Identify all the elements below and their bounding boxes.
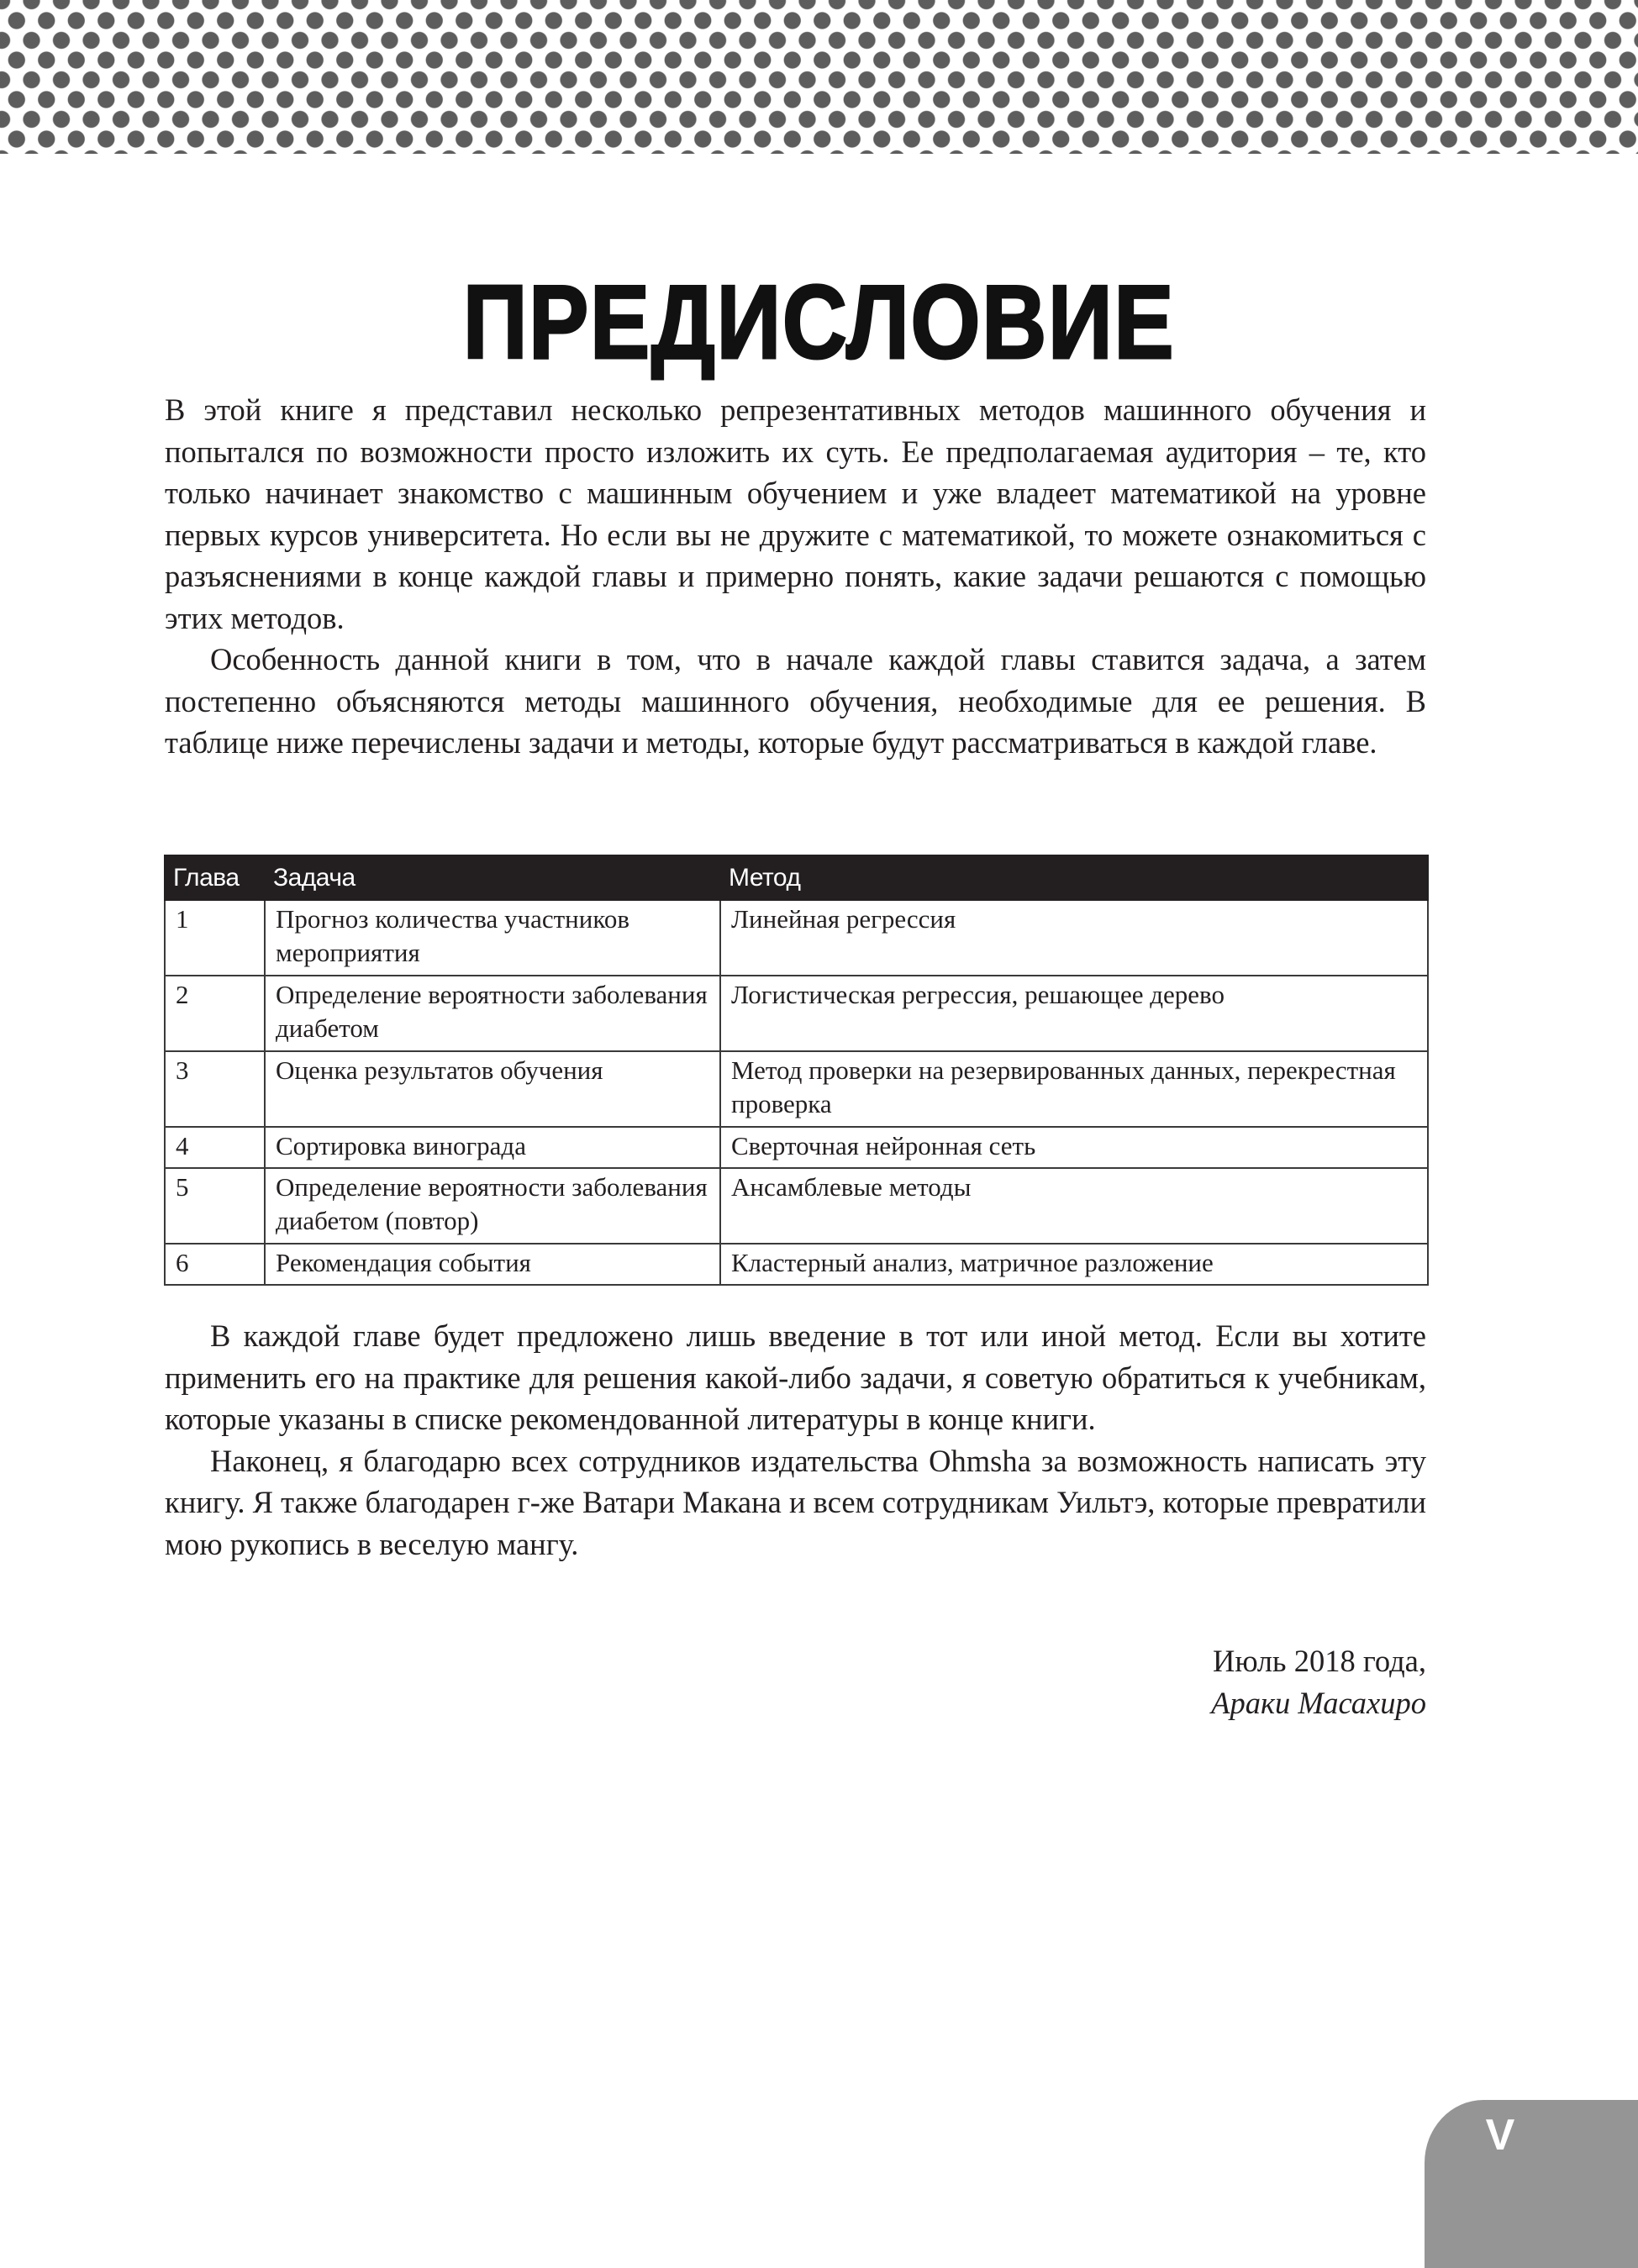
cell-chapter: 6	[165, 1244, 265, 1285]
cell-method: Логистическая регрессия, решающее дерево	[720, 976, 1428, 1051]
cell-method: Кластерный анализ, матричное разложение	[720, 1244, 1428, 1285]
cell-chapter: 4	[165, 1127, 265, 1168]
cell-task: Сортировка винограда	[265, 1127, 720, 1168]
signature-author: Араки Масахиро	[1211, 1685, 1426, 1720]
page-title: ПРЕДИСЛОВИЕ	[462, 265, 1176, 382]
page-number: V	[1485, 2111, 1515, 2160]
table-row	[165, 1127, 1428, 1168]
closing-paragraphs	[165, 1315, 1426, 1565]
cell-task: Прогноз количества участников мероприятия	[265, 900, 720, 976]
signature-date: Июль 2018 года,	[1213, 1644, 1426, 1678]
intro-paragraph-1: В этой книге я представил несколько репрезентативных методов машинного обучения и попытался по возможности просто изложить их суть. Ее предполагаемая аудитория – те, кто только начинает знакомство с машинным обучением и уже владеет математикой на уровне первых курсов университета. Но если вы не дружите с математикой, то можете ознакомиться с разъяснениями в конце каждой главы и примерно понять, какие задачи решаются с помощью этих методов.	[165, 392, 1426, 635]
cell-task: Оценка результатов обучения	[265, 1051, 720, 1127]
dot-band-edge	[0, 154, 1638, 160]
cell-method: Метод проверки на резервированных данных, перекрестная проверка	[720, 1051, 1428, 1127]
table-row	[165, 1051, 1428, 1127]
chapters-table	[164, 855, 1429, 1286]
cell-chapter: 2	[165, 976, 265, 1051]
table-row	[165, 976, 1428, 1051]
halftone-dot-band	[0, 0, 1638, 154]
column-header-chapter: Глава	[165, 855, 265, 900]
page-number-tab	[1425, 2100, 1638, 2268]
column-header-method: Метод	[720, 855, 1428, 900]
table-row	[165, 900, 1428, 976]
cell-chapter: 3	[165, 1051, 265, 1127]
signature	[1211, 1640, 1426, 1723]
cell-task: Рекомендация события	[265, 1244, 720, 1285]
cell-chapter: 5	[165, 1168, 265, 1244]
table-header-row	[165, 855, 1428, 900]
cell-chapter: 1	[165, 900, 265, 976]
cell-task: Определение вероятности заболевания диабетом	[265, 976, 720, 1051]
cell-method: Линейная регрессия	[720, 900, 1428, 976]
cell-task: Определение вероятности заболевания диабетом (повтор)	[265, 1168, 720, 1244]
closing-paragraph-1: В каждой главе будет предложено лишь введение в тот или иной метод. Если вы хотите применить его на практике для решения какой-либо задачи, я советую обратиться к учебникам, которые указаны в списке рекомендованной литературы в конце книги.	[165, 1318, 1426, 1436]
table-row	[165, 1168, 1428, 1244]
cell-method: Сверточная нейронная сеть	[720, 1127, 1428, 1168]
intro-paragraph-2: Особенность данной книги в том, что в начале каждой главы ставится задача, а затем постепенно объясняются методы машинного обучения, необходимые для ее решения. В таблице ниже перечислены задачи и методы, которые будут рассматриваться в каждой главе.	[165, 642, 1426, 760]
column-header-task: Задача	[265, 855, 720, 900]
cell-method: Ансамблевые методы	[720, 1168, 1428, 1244]
intro-paragraphs	[165, 389, 1426, 764]
table-row	[165, 1244, 1428, 1285]
closing-paragraph-2: Наконец, я благодарю всех сотрудников издательства Ohmsha за возможность написать эту книгу. Я также благодарен г-же Ватари Макана и всем сотрудникам Уильтэ, которые превратили мою рукопись в веселую мангу.	[165, 1443, 1426, 1561]
